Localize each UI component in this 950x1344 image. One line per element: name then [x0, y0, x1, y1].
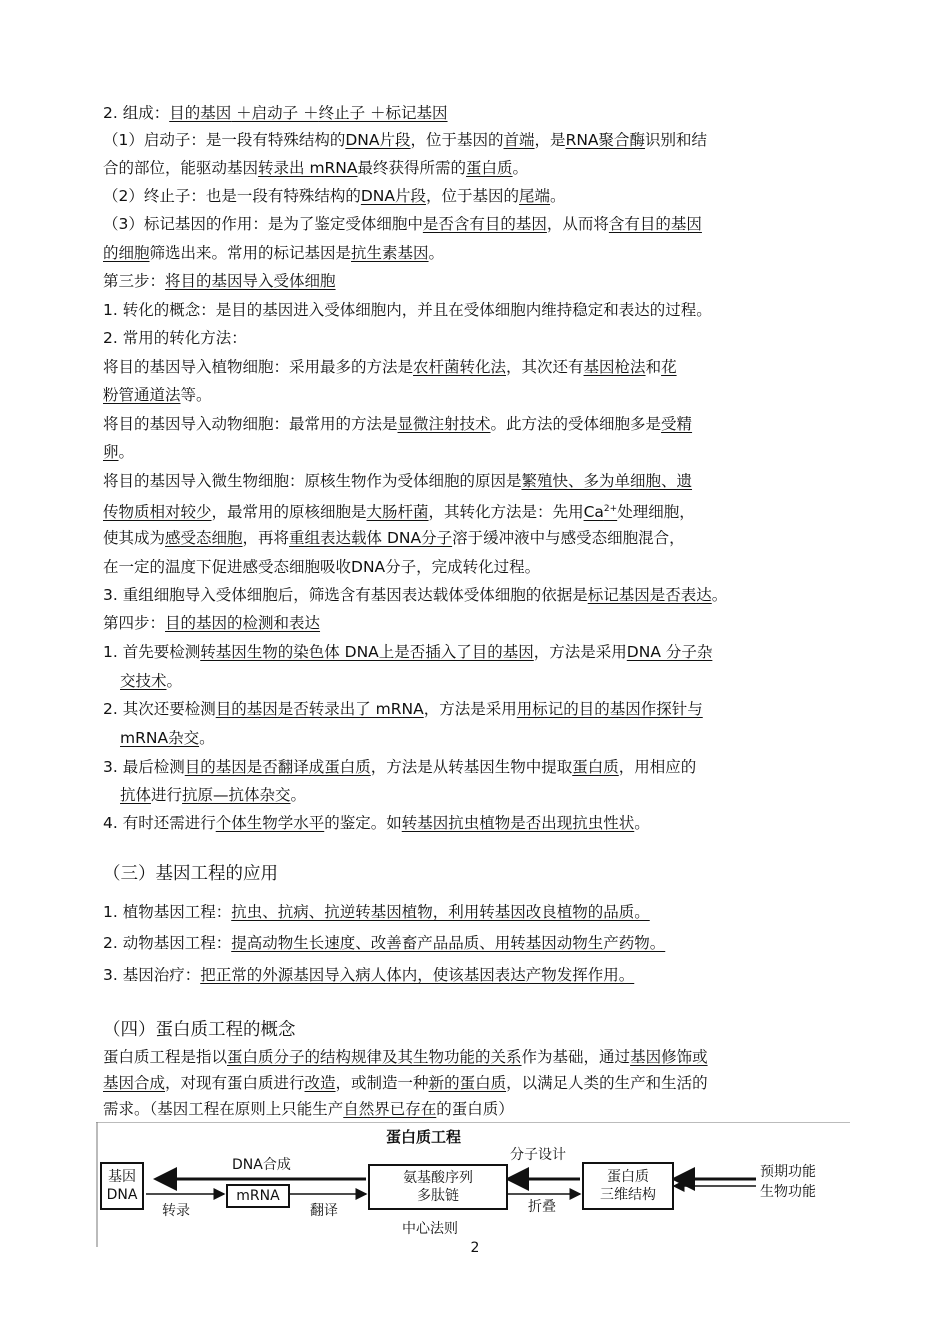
line-competent-cell: 使其成为感受态细胞，再将重组表达载体 DNA分子溶于缓冲液中与感受态细胞混合， — [103, 529, 685, 547]
line-transformation-concept: 1. 转化的概念：是目的基因进入受体细胞内，并且在受体细胞内维持稳定和表达的过程。 — [103, 301, 712, 319]
line-gene-therapy: 3. 基因治疗：把正常的外源基因导入病人体内，使该基因表达产物发挥作用。 — [103, 966, 635, 984]
gene-dna-box — [100, 1162, 144, 1210]
expected-function-label: 预期功能 — [760, 1164, 816, 1180]
line-microbe-cell: 将目的基因导入微生物细胞：原核生物作为受体细胞的原因是繁殖快、多为单细胞、遗 — [103, 472, 693, 490]
mrna-label: mRNA — [236, 1188, 280, 1204]
transcription-label: 转录 — [162, 1203, 190, 1219]
line-plant-ge: 1. 植物基因工程：抗虫、抗病、抗逆转基因植物，利用转基因改良植物的品质。 — [103, 903, 650, 921]
line-transformation-methods: 2. 常用的转化方法： — [103, 329, 247, 347]
section-heading-protein-engineering: （四）蛋白质工程的概念 — [103, 1020, 296, 1040]
line-detect-dna: 1. 首先要检测转基因生物的染色体 DNA上是否插入了目的基因，方法是采用DNA 分子杂 — [103, 643, 713, 661]
molecular-design-label: 分子设计 — [510, 1147, 566, 1163]
line-detect-protein-cont: 抗体进行抗原—抗体杂交。 — [120, 786, 307, 804]
line-step3: 第三步：将目的基因导入受体细胞 — [103, 272, 336, 290]
line-detect-mrna-cont: mRNA杂交。 — [120, 729, 215, 747]
biological-function-label: 生物功能 — [760, 1184, 816, 1200]
line-animal-ge: 2. 动物基因工程：提高动物生长速度、改善畜产品品质、用转基因动物生产药物。 — [103, 934, 666, 952]
line-detect-protein: 3. 最后检测目的基因是否翻译成蛋白质，方法是从转基因生物中提取蛋白质，用相应的 — [103, 758, 697, 776]
structure-label: 三维结构 — [600, 1187, 656, 1203]
polypeptide-label: 多肽链 — [417, 1188, 459, 1204]
line-marker-gene: （3）标记基因的作用：是为了鉴定受体细胞中是否含有目的基因，从而将含有目的基因 — [103, 215, 702, 233]
line-screening: 3. 重组细胞导入受体细胞后，筛选含有基因表达载体受体细胞的依据是标记基因是否表达。 — [103, 586, 728, 604]
line-pe-definition: 蛋白质工程是指以蛋白质分子的结构规律及其生物功能的关系作为基础，通过基因修饰或 — [103, 1048, 708, 1066]
protein-label: 蛋白质 — [607, 1169, 649, 1185]
line-step4: 第四步：目的基因的检测和表达 — [103, 614, 321, 632]
line-pe-definition-end: 需求。（基因工程在原则上只能生产自然界已存在的蛋白质） — [103, 1100, 514, 1118]
line-promoter-cont: 合的部位，能驱动基因转录出 mRNA最终获得所需的蛋白质。 — [103, 159, 529, 177]
line-detect-dna-cont: 交技术。 — [120, 672, 183, 690]
line-terminator: （2）终止子：也是一段有特殊结构的DNA片段，位于基因的尾端。 — [103, 187, 566, 205]
page-number: 2 — [470, 1240, 480, 1256]
line-pe-definition-cont: 基因合成，对现有蛋白质进行改造，或制造一种新的蛋白质，以满足人类的生产和生活的 — [103, 1074, 708, 1092]
line-individual-level: 4. 有时还需进行个体生物学水平的鉴定。如转基因抗虫植物是否出现抗虫性状。 — [103, 814, 650, 832]
protein-engineering-diagram — [96, 1122, 850, 1254]
line-animal-cell-cont: 卵。 — [103, 443, 135, 461]
expected-function-text — [760, 1162, 816, 1202]
translation-label: 翻译 — [310, 1203, 338, 1219]
line-plant-cell: 将目的基因导入植物细胞：采用最多的方法是农杆菌转化法，其次还有基因枪法和花 — [103, 358, 677, 376]
dna-synthesis-label: DNA合成 — [232, 1157, 291, 1173]
protein-structure-box — [582, 1162, 674, 1210]
line-promoter: （1）启动子：是一段有特殊结构的DNA片段，位于基因的首端，是RNA聚合酶识别和结 — [103, 131, 708, 149]
line-marker-gene-cont: 的细胞筛选出来。常用的标记基因是抗生素基因。 — [103, 244, 445, 262]
folding-label: 折叠 — [528, 1199, 556, 1215]
line-animal-cell: 将目的基因导入动物细胞：最常用的方法是显微注射技术。此方法的受体细胞多是受精 — [103, 415, 693, 433]
amino-acid-label: 氨基酸序列 — [403, 1170, 473, 1186]
line-composition: 2. 组成：目的基因 ＋启动子 ＋终止子 ＋标记基因 — [103, 104, 448, 122]
amino-acid-sequence-box — [368, 1164, 508, 1210]
line-competent-cell-cont: 在一定的温度下促进感受态细胞吸收DNA分子，完成转化过程。 — [103, 558, 541, 576]
gene-label: 基因 — [108, 1169, 136, 1185]
section-heading-applications: （三）基因工程的应用 — [103, 864, 278, 884]
central-dogma-label: 中心法则 — [402, 1221, 458, 1237]
line-plant-cell-cont: 粉管通道法等。 — [103, 386, 212, 404]
diagram-title: 蛋白质工程 — [386, 1128, 462, 1146]
line-detect-mrna: 2. 其次还要检测目的基因是否转录出了 mRNA，方法是采用用标记的目的基因作探针与 — [103, 700, 703, 718]
mrna-box — [226, 1184, 290, 1208]
line-microbe-cell-cont: 传物质相对较少，最常用的原核细胞是大肠杆菌，其转化方法是：先用$Ca^{2+}$处理细胞， — [103, 503, 695, 522]
dna-label: DNA — [106, 1187, 138, 1203]
